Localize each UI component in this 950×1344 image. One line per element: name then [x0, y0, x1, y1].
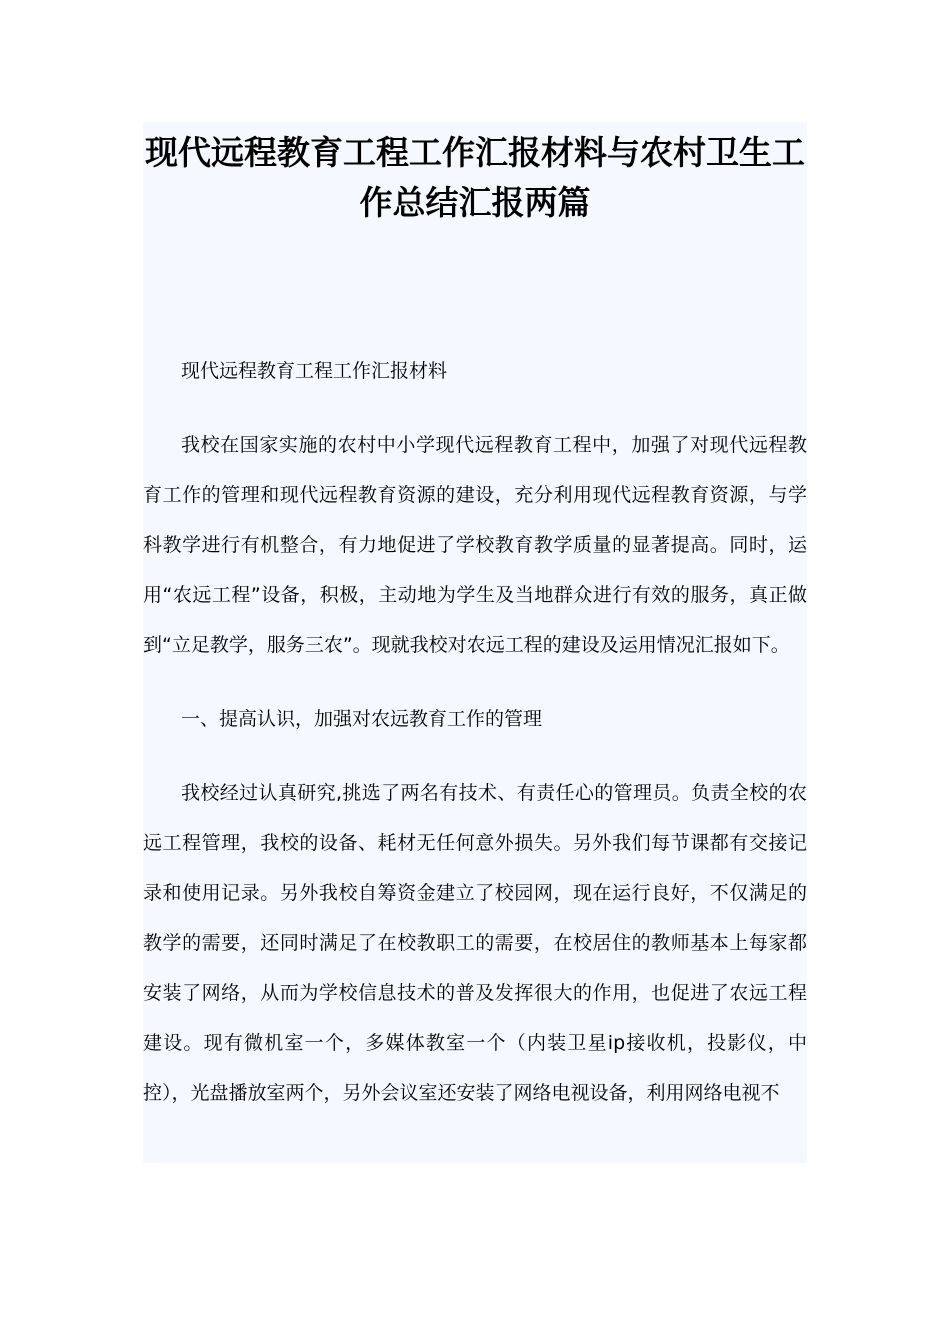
document-title: 现代远程教育工程工作汇报材料与农村卫生工作总结汇报两篇	[145, 133, 805, 222]
document-page	[143, 122, 807, 1163]
section-heading: 现代远程教育工程工作汇报材料	[181, 360, 448, 382]
body-paragraph: 我校经过认真研究,挑选了两名有技术、有责任心的管理员。负责全校的农远工程管理，我校的设备、耗材无任何意外损失。另外我们每节课都有交接记录和使用记录。另外我校自筹资金建立了校园网，现在运行良好，不仅满足的教学的需要，还同时满足了在校教职工的需要，在校居住的教师基本上每家都安装了网络，从而为学校信息技术的普及发挥很大的作用，也促进了农远工程建设。现有微机室一个，多媒体教室一个（内装卫星ip接收机，投影仪，中控），光盘播放室两个，另外会议室还安装了网络电视设备，利用网络电视不	[143, 782, 807, 1104]
body-paragraph: 我校在国家实施的农村中小学现代远程教育工程中，加强了对现代远程教育工作的管理和现代远程教育资源的建设，充分利用现代远程教育资源，与学科教学进行有机整合，有力地促进了学校教育教学质量的显著提高。同时，运用“农远工程”设备，积极，主动地为学生及当地群众进行有效的服务，真正做到“立足教学，服务三农”。现就我校对农远工程的建设及运用情况汇报如下。	[143, 434, 807, 656]
document-body	[143, 346, 807, 1118]
section-heading: 一、提高认识，加强对农远教育工作的管理	[181, 708, 543, 730]
